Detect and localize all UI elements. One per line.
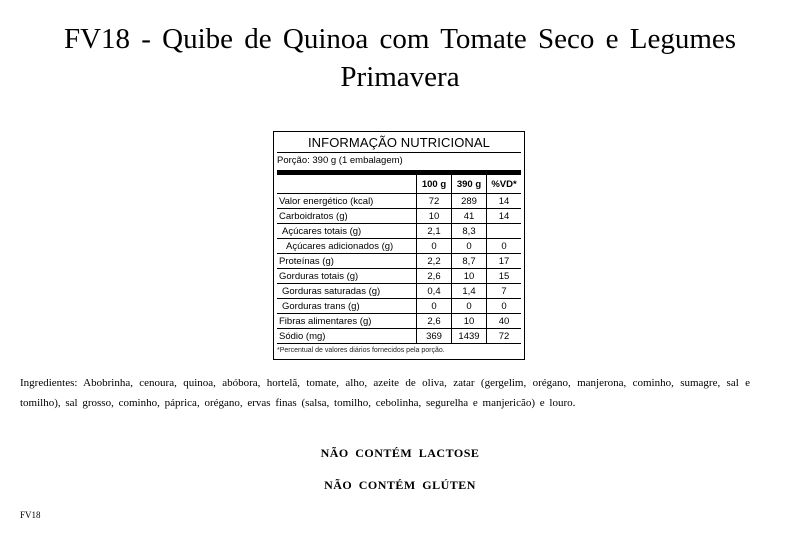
nutrition-row xyxy=(277,209,521,224)
value-100g: 10 xyxy=(417,209,452,224)
column-header-390g: 390 g xyxy=(452,175,487,194)
value-390g: 289 xyxy=(452,194,487,209)
nutrient-name: Valor energético (kcal) xyxy=(277,194,417,209)
nutrition-table xyxy=(277,174,521,344)
portion-size: Porção: 390 g (1 embalagem) xyxy=(277,152,521,167)
nutrition-row xyxy=(277,224,521,239)
value-vd xyxy=(487,224,522,239)
value-390g: 0 xyxy=(452,239,487,254)
nutrition-row xyxy=(277,299,521,314)
nutrient-name: Carboidratos (g) xyxy=(277,209,417,224)
value-390g: 10 xyxy=(452,269,487,284)
nutrient-name: Gorduras saturadas (g) xyxy=(277,284,417,299)
nutrition-row xyxy=(277,254,521,269)
value-100g: 2,1 xyxy=(417,224,452,239)
nutrient-name: Gorduras trans (g) xyxy=(277,299,417,314)
nutrition-row xyxy=(277,269,521,284)
value-100g: 0,4 xyxy=(417,284,452,299)
nutrient-name: Fibras alimentares (g) xyxy=(277,314,417,329)
value-vd: 14 xyxy=(487,194,522,209)
value-390g: 10 xyxy=(452,314,487,329)
nutrition-row xyxy=(277,329,521,344)
nutrient-name: Proteínas (g) xyxy=(277,254,417,269)
value-vd: 14 xyxy=(487,209,522,224)
nutrition-label-title: INFORMAÇÃO NUTRICIONAL xyxy=(307,135,491,150)
product-code: FV18 xyxy=(20,510,41,520)
product-title: FV18 - Quibe de Quinoa com Tomate Seco e Legumes Primavera xyxy=(63,23,737,93)
value-390g: 0 xyxy=(452,299,487,314)
value-100g: 0 xyxy=(417,299,452,314)
nutrition-row xyxy=(277,314,521,329)
nutrient-name: Açúcares totais (g) xyxy=(277,224,417,239)
value-390g: 8,3 xyxy=(452,224,487,239)
value-390g: 41 xyxy=(452,209,487,224)
nutrient-name: Gorduras totais (g) xyxy=(277,269,417,284)
value-100g: 0 xyxy=(417,239,452,254)
nutrient-column-header xyxy=(277,175,417,194)
nutrition-header-row xyxy=(277,175,521,194)
nutrient-name: Sódio (mg) xyxy=(277,329,417,344)
value-100g: 2,6 xyxy=(417,314,452,329)
nutrition-row xyxy=(277,239,521,254)
value-vd: 7 xyxy=(487,284,522,299)
value-100g: 72 xyxy=(417,194,452,209)
nutrition-footnote: *Percentual de valores diários fornecidos pela porção. xyxy=(277,347,445,354)
value-vd: 17 xyxy=(487,254,522,269)
column-header-vd: %VD* xyxy=(487,175,522,194)
value-100g: 2,2 xyxy=(417,254,452,269)
lactose-free-notice: NÃO CONTÉM LACTOSE xyxy=(320,446,480,460)
value-vd: 72 xyxy=(487,329,522,344)
value-vd: 0 xyxy=(487,239,522,254)
nutrition-row xyxy=(277,284,521,299)
nutrient-name: Açúcares adicionados (g) xyxy=(277,239,417,254)
value-390g: 1439 xyxy=(452,329,487,344)
column-header-100g: 100 g xyxy=(417,175,452,194)
nutrition-row xyxy=(277,194,521,209)
value-390g: 1,4 xyxy=(452,284,487,299)
value-vd: 40 xyxy=(487,314,522,329)
ingredients-text: Ingredientes: Abobrinha, cenoura, quinoa, abóbora, hortelã, tomate, alho, azeite de oliva, zatar (gergelim, orégano, manjerona, cominho, sumagre, sal e tomilho), sal grosso, cominho, páprica, orégano, ervas finas (salsa, tomilho, cebolinha, segurelha e manjericão) e louro. xyxy=(20,377,750,409)
value-100g: 369 xyxy=(417,329,452,344)
value-390g: 8,7 xyxy=(452,254,487,269)
value-100g: 2,6 xyxy=(417,269,452,284)
value-vd: 15 xyxy=(487,269,522,284)
value-vd: 0 xyxy=(487,299,522,314)
nutrition-facts-label xyxy=(273,131,525,360)
gluten-free-notice: NÃO CONTÉM GLÚTEN xyxy=(324,478,476,492)
